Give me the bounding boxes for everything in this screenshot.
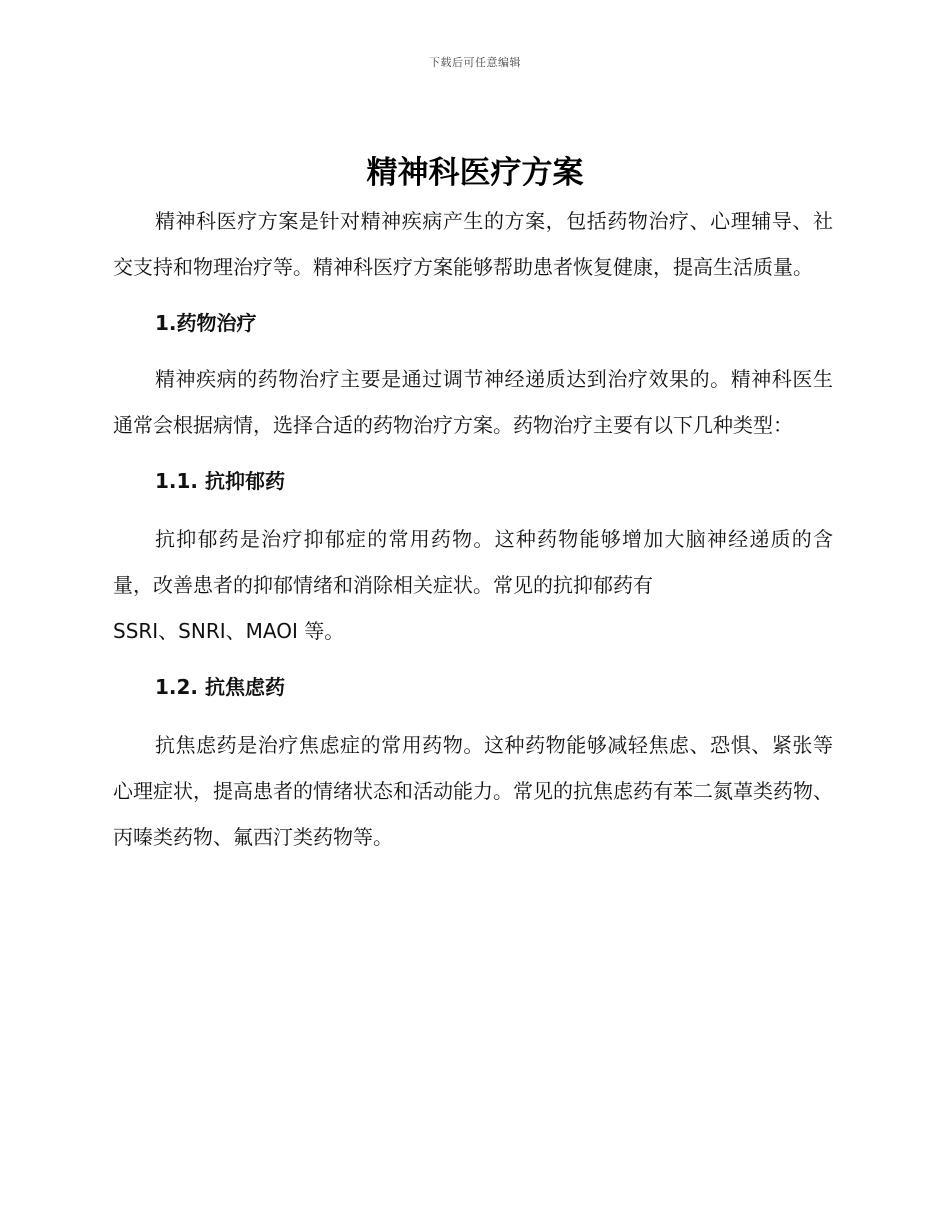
drug-therapy-paragraph: 精神疾病的药物治疗主要是通过调节神经递质达到治疗效果的。精神科医生通常会根据病情，选择合适的药物治疗方案。药物治疗主要有以下几种类型：: [113, 367, 833, 437]
document-title: 精神科医疗方案: [366, 155, 584, 191]
anxiolytics-paragraph: 抗焦虑药是治疗焦虑症的常用药物。这种药物能够减轻焦虑、恐惧、紧张等心理症状，提高患者的情绪状态和活动能力。常见的抗焦虑药有苯二氮䓬类药物、丙嗪类药物、氟西汀类药物等。: [113, 733, 833, 849]
intro-paragraph: 精神科医疗方案是针对精神疾病产生的方案，包括药物治疗、心理辅导、社交支持和物理治疗等。精神科医疗方案能够帮助患者恢复健康，提高生活质量。: [113, 209, 833, 279]
header-note: 下载后可任意编辑: [429, 56, 521, 69]
section-heading-drug-therapy: 1.药物治疗: [155, 311, 257, 335]
document-body: [113, 198, 833, 860]
antidepressants-paragraph: [113, 516, 833, 654]
antidepressants-text: 抗抑郁药是治疗抑郁症的常用药物。这种药物能够增加大脑神经递质的含量，改善患者的抑郁情绪和消除相关症状。常见的抗抑郁药有: [113, 527, 833, 597]
section-heading-anxiolytics: 1.2. 抗焦虑药: [155, 675, 285, 699]
antidepressants-examples: SSRI、SNRI、MAOI 等。: [113, 619, 345, 643]
section-heading-antidepressants: 1.1. 抗抑郁药: [155, 469, 285, 493]
